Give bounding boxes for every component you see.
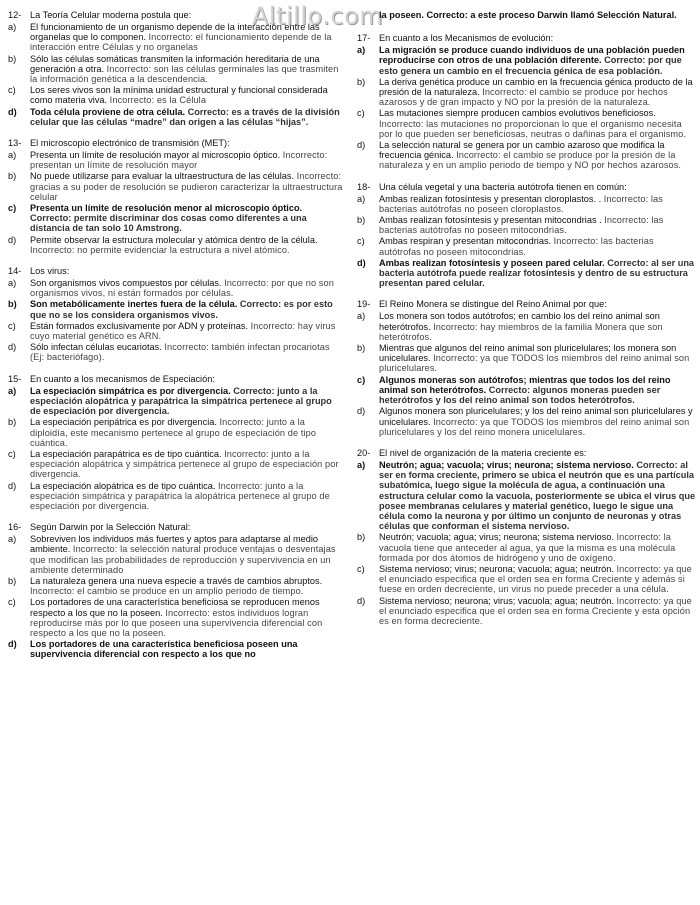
option-feedback: Incorrecto: la vacuola tiene que anteceder al agua, ya que la misma es una molécula formada por dos átomos de hidrógeno y uno de oxígeno. — [379, 532, 676, 563]
answer-option — [8, 54, 343, 85]
question-title — [357, 182, 697, 193]
option-feedback: Incorrecto: las bacterias autótrofas no poseen mitocondrias. — [379, 236, 654, 257]
question-title — [8, 266, 343, 277]
option-feedback: Incorrecto: el cambio se produce por la presión de la naturaleza y en un amplio periodo de tiempo y NO por hechos azarosos. — [379, 150, 682, 171]
option-feedback: Incorrecto: el cambio se produce en un amplio periodo de tiempo. — [30, 586, 304, 597]
option-letter: a) — [357, 45, 366, 56]
option-feedback: Incorrecto: son las células germinales las que trasmiten la información genética a la descendencia. — [30, 63, 339, 85]
option-statement: Las mutaciones siempre producen cambios evolutivos beneficiosos. — [379, 108, 656, 119]
answer-option — [8, 481, 343, 512]
answer-option — [357, 406, 697, 437]
question-title — [8, 10, 343, 21]
option-feedback: Correcto: es a través de la división celular que las células “madre” dan origen a las células “hijas”. — [30, 106, 340, 127]
right-column — [357, 10, 697, 637]
option-statement: Sólo infectan células eucariotas. — [30, 342, 162, 353]
answer-option — [8, 449, 343, 480]
option-feedback: Incorrecto: presentan un límite de resolución mayor — [30, 150, 328, 171]
question-block — [357, 299, 697, 436]
option-feedback: Incorrecto: junto a la especiación simpátrica y parapátrica la alopátrica pertenece al grupo de especiación por divergencia. — [30, 480, 330, 511]
option-letter: a) — [8, 278, 17, 289]
answer-option — [8, 342, 343, 362]
option-statement: La migración se produce cuando individuos de una población pueden reproducirse con otros de una población diferente. — [379, 45, 685, 66]
question-block — [8, 10, 343, 127]
answer-option — [357, 108, 697, 139]
option-letter: c) — [8, 320, 16, 331]
answer-option — [357, 460, 697, 531]
option-letter: c) — [8, 85, 16, 96]
option-feedback: Incorrecto: el funcionamiento depende de la interacción entre Células y no organelas — [30, 32, 332, 53]
answer-option — [357, 532, 697, 563]
option-feedback: Correcto: al ser una bacteria autótrofa puede realizar fotosíntesis y dentro de su estructura presentan pared celular. — [379, 257, 695, 289]
option-letter: b) — [8, 171, 17, 182]
option-statement: Neutrón; vacuola; agua; virus; neurona; sistema nervioso. — [379, 532, 614, 543]
answer-option — [357, 311, 697, 342]
option-statement: La naturaleza genera una nueva especie a través de cambios abruptos. — [30, 575, 323, 586]
question-block — [357, 448, 697, 626]
watermark-logo: Altillo.com — [252, 2, 384, 30]
question-title — [357, 33, 697, 44]
option-letter: d) — [357, 406, 366, 417]
option-feedback: Incorrecto: hay virus cuyo material genético es ARN. — [30, 320, 336, 342]
option-statement: Ambas respiran y presentan mitocondrias. — [379, 236, 552, 247]
option-letter: d) — [8, 639, 17, 650]
option-statement: La especiación simpátrica es por divergencia. — [30, 385, 231, 396]
answer-option — [8, 107, 343, 127]
answer-option — [8, 386, 343, 417]
option-feedback: Incorrecto: las bacterias autótrofas no poseen mitocondrias. — [379, 215, 664, 236]
question-number: 12- — [8, 10, 22, 20]
question-text: Una célula vegetal y una bacteria autótrofa tienen en común: — [379, 181, 627, 192]
option-statement: Los portadores de una característica beneficiosa se reproducen menos respecto a los que no la poseen. — [30, 597, 320, 618]
option-statement: Ambas realizan fotosíntesis y presentan cloroplastos. . — [379, 193, 602, 204]
option-statement: La especiación alopátrica es de tipo cuántica. — [30, 480, 216, 491]
option-letter: d) — [357, 257, 366, 268]
option-letter: c) — [8, 597, 16, 608]
option-statement: Están formados exclusivamente por ADN y proteínas. — [30, 320, 249, 331]
question-text: Los virus: — [30, 266, 70, 277]
answer-option — [8, 639, 343, 659]
question-text: Según Darwin por la Selección Natural: — [30, 522, 191, 533]
option-statement: Sobreviven los individuos más fuertes y aptos para adaptarse al medio ambiente. — [30, 534, 319, 555]
option-feedback: Correcto: junto a la especiación alopátrica y parapátrica la simpátrica pertenece al grupo de especiación por divergencia. — [30, 385, 332, 417]
answer-option — [8, 597, 343, 638]
option-feedback: Correcto: por que esto genera un cambio en el frecuencia génica de esa población. — [379, 55, 682, 76]
answer-option — [357, 343, 697, 374]
option-letter: c) — [8, 448, 16, 459]
answer-option — [8, 150, 343, 170]
question-number: 16- — [8, 522, 22, 533]
question-number: 20- — [357, 447, 371, 458]
answer-option — [357, 77, 697, 108]
question-title — [8, 138, 343, 149]
answer-option — [8, 171, 343, 202]
question-text: En cuanto a los mecanismos de Especiación: — [30, 373, 215, 384]
answer-option — [357, 140, 697, 171]
option-statement: Los monera son todos autótrofos; en cambio los del reino animal son heterótrofos. — [379, 311, 660, 332]
question-text: En cuanto a los Mecanismos de evolución: — [379, 33, 554, 44]
answer-option — [8, 203, 343, 234]
answer-option — [357, 596, 697, 627]
option-letter: c) — [357, 108, 365, 119]
question-title — [8, 522, 343, 533]
option-statement: Son metabólicamente inertes fuera de la célula. — [30, 299, 238, 310]
option-feedback: Incorrecto: junto a la especiación alopátrica y simpátrica pertenece al grupo de especiación por divergencia. — [30, 448, 339, 480]
question-text: El microscopio electrónico de transmisión (MET): — [30, 138, 230, 149]
answer-option — [8, 417, 343, 448]
option-letter: a) — [357, 459, 366, 470]
option-statement: Son organismos vivos compuestos por células. — [30, 278, 222, 289]
answer-option — [357, 45, 697, 76]
option-letter: a) — [8, 22, 17, 32]
question-number: 18- — [357, 181, 371, 192]
answer-option — [357, 236, 697, 256]
option-statement: No puede utilizarse para evaluar la ultraestructura de las células. — [30, 171, 295, 182]
option-statement: La especiación peripátrica es por divergencia. — [30, 417, 217, 428]
option-statement: Permite observar la estructura molecular y atómica dentro de la célula. — [30, 234, 318, 245]
question-title — [8, 374, 343, 385]
option-feedback: Incorrecto: junto a la diploidía, este mecanismo pertenece al grupo de especiación de tipo cuántica. — [30, 417, 317, 448]
option-letter: d) — [357, 140, 366, 151]
answer-option — [8, 321, 343, 341]
option-feedback: Incorrecto: ya que el enunciado especifica que el orden sea en forma Creciente y además si fuese en orden decreciente, un virus no puede preceder a una célula. — [379, 563, 692, 595]
question-title — [357, 299, 697, 310]
answer-option — [357, 258, 697, 289]
option-statement: Los seres vivos son la mínima unidad estructural y funcional considerada como materia viva. — [30, 85, 328, 106]
option-statement: La deriva genética produce un cambio en la frecuencia génica producto de la presión de la naturaleza. — [379, 76, 693, 98]
question-block — [357, 33, 697, 170]
option-statement: La especiación parapátrica es de tipo cuántica. — [30, 448, 222, 459]
answer-option — [8, 235, 343, 255]
question-number: 14- — [8, 266, 22, 277]
option-feedback: Incorrecto: estos individuos logran reproducirse más por lo que poseen una supervivencia diferencial con respecto a los que no la poseen. — [30, 607, 323, 638]
option-letter: c) — [357, 236, 365, 247]
question-block — [357, 182, 697, 289]
option-letter: d) — [357, 595, 366, 606]
option-feedback: Incorrecto: hay miembros de la familia Monera que son heterótrofos. — [379, 321, 663, 342]
option-statement: Presenta un límite de resolución menor al microscopio óptico. — [30, 203, 303, 214]
answer-option — [8, 22, 343, 53]
option-letter: b) — [8, 575, 17, 586]
question-number: 19- — [357, 299, 371, 310]
option-feedback: Incorrecto: ya que TODOS los miembros del reino animal son pluricelulares y los del reino monera unicelulares. — [379, 416, 690, 437]
option-letter: b) — [8, 53, 17, 64]
option-letter: b) — [357, 343, 366, 354]
option-feedback: Incorrecto: las bacterias autótrofas no poseen cloroplastos. — [379, 193, 663, 214]
option-letter: d) — [8, 234, 17, 245]
option-statement: Sólo las células somáticas transmiten la información hereditaria de una generación a otra. — [30, 53, 320, 74]
option-feedback: Correcto: al ser en forma creciente, primero se ubica el neutrón que es una partícula subatómica, luego sigue la molécula de agua, a continuación una estructura celular como la vacuola, posteriormente se ubica el virus que posee membranas celulares y material genético, luego le sigue una célula como la neurona y por último un conjunto de neuronas y otras células que conforman el sistema nervioso. — [379, 459, 696, 532]
option-statement: Algunos moneras son autótrofos; mientras que todos los del reino animal son heterótrofos. — [379, 374, 671, 395]
question-number: 13- — [8, 138, 22, 149]
option-statement: La selección natural se genera por un cambio azaroso que modifica la frecuencia génica. — [379, 140, 665, 161]
option-letter: a) — [8, 534, 17, 545]
answer-option — [357, 194, 697, 214]
option-letter: a) — [8, 150, 17, 161]
option-feedback: Correcto: algunos moneras pueden ser heterótrofos y los del reino animal son todos heterótrofos. — [379, 384, 661, 406]
option-statement: Toda célula proviene de otra célula. — [30, 106, 186, 117]
option-feedback: Correcto: permite discriminar dos cosas como diferentes a una distancia de tan solo 10 Amstrong. — [30, 213, 307, 234]
option-statement: Sistema nervioso; neurona; virus; vacuola; agua; neutrón. — [379, 595, 614, 606]
option-feedback: Incorrecto: el cambio se produce por hechos azarosos y de gran impacto y NO por la presión de la naturaleza. — [379, 87, 668, 108]
option-letter: b) — [357, 532, 366, 543]
option-letter: c) — [8, 203, 17, 214]
option-letter: a) — [8, 385, 17, 396]
answer-option — [357, 564, 697, 595]
option-letter: c) — [357, 563, 365, 574]
option-letter: b) — [8, 417, 17, 428]
option-statement: Sistema nervioso; virus; neurona; vacuola; agua; neutrón. — [379, 563, 614, 574]
option-letter: b) — [357, 215, 366, 226]
answer-option — [8, 278, 343, 298]
option-statement: Algunos monera son pluricelulares; y los del reino animal son pluricelulares y unicelulares. — [379, 406, 693, 427]
option-statement: Neutrón; agua; vacuola; virus; neurona; sistema nervioso. — [379, 459, 634, 470]
option-feedback: Incorrecto: las mutaciones no proporcionan lo que el organismo necesita por lo que pueden ser beneficiosas, neutras o dañinas para el organismo. — [379, 118, 687, 139]
option-statement: El funcionamiento de un organismo depende de la interacción entre las organelas que lo componen. — [30, 22, 320, 43]
option-letter: b) — [8, 299, 17, 310]
option-statement: Ambas realizan fotosíntesis y presentan mitocondrias . — [379, 215, 602, 226]
option-statement: Presenta un límite de resolución mayor al microscopio óptico. — [30, 150, 281, 161]
answer-option — [357, 375, 697, 406]
option-feedback: Incorrecto: por que no son organismos vivos, ni están formados por células. — [30, 278, 334, 299]
answer-option — [8, 85, 343, 105]
option-feedback: Incorrecto: la selección natural produce ventajas o desventajas que modifican las probabilidades de reproducción y supervivencia en un ambiente determinado — [30, 544, 336, 575]
question-title — [357, 448, 697, 459]
option-letter: a) — [357, 311, 366, 322]
answer-option — [8, 534, 343, 575]
option-letter: a) — [357, 193, 366, 204]
answer-option — [8, 299, 343, 319]
option-letter: b) — [357, 76, 366, 87]
option-letter: c) — [357, 374, 366, 385]
option-feedback: Correcto: es por esto que no se los considera organismos vivos. — [30, 299, 333, 320]
option-letter: d) — [8, 480, 17, 491]
option-feedback: Incorrecto: es la Célula — [109, 95, 207, 106]
question-number: 17- — [357, 33, 371, 44]
answer-option — [8, 576, 343, 596]
option-feedback: Incorrecto: ya que el enunciado especifica que el orden sea en forma Creciente y esta opción es en forma decreciente. — [379, 595, 692, 626]
question-block — [8, 374, 343, 511]
continuation-text: la poseen. Correcto: a este proceso Darwin llamó Selección Natural. — [379, 10, 677, 20]
option-feedback: Incorrecto: gracias a su poder de resolución se pudieron caracterizar la ultraestructura celular — [30, 171, 343, 202]
option-statement: Ambas realizan fotosíntesis y poseen pared celular. — [379, 257, 605, 268]
question-block — [8, 266, 343, 363]
option-statement: Los portadores de una característica beneficiosa poseen una supervivencia diferencial con respecto a los que no — [30, 639, 298, 660]
option-letter: d) — [8, 106, 17, 117]
left-column — [8, 10, 343, 671]
option-feedback: Incorrecto: ya que TODOS los miembros del reino animal son pluricelulares. — [379, 353, 690, 374]
option-statement: Mientras que algunos del reino animal son pluricelulares; los monera son unicelulares. — [379, 343, 677, 364]
option-letter: d) — [8, 342, 17, 353]
option-feedback: Incorrecto: también infectan procariotas (Ej: bacteriófago). — [30, 342, 330, 363]
question-number: 15- — [8, 373, 22, 384]
question-text: El nivel de organización de la materia creciente es: — [379, 447, 587, 458]
question-block — [8, 138, 343, 255]
question-block — [8, 522, 343, 659]
question-text: La Teoría Celular moderna postula que: — [30, 10, 192, 20]
answer-option — [357, 215, 697, 235]
option-feedback: Incorrecto: no permite evidenciar la estructura a nivel atómico. — [30, 244, 290, 255]
question-text: El Reino Monera se distingue del Reino Animal por que: — [379, 299, 607, 310]
